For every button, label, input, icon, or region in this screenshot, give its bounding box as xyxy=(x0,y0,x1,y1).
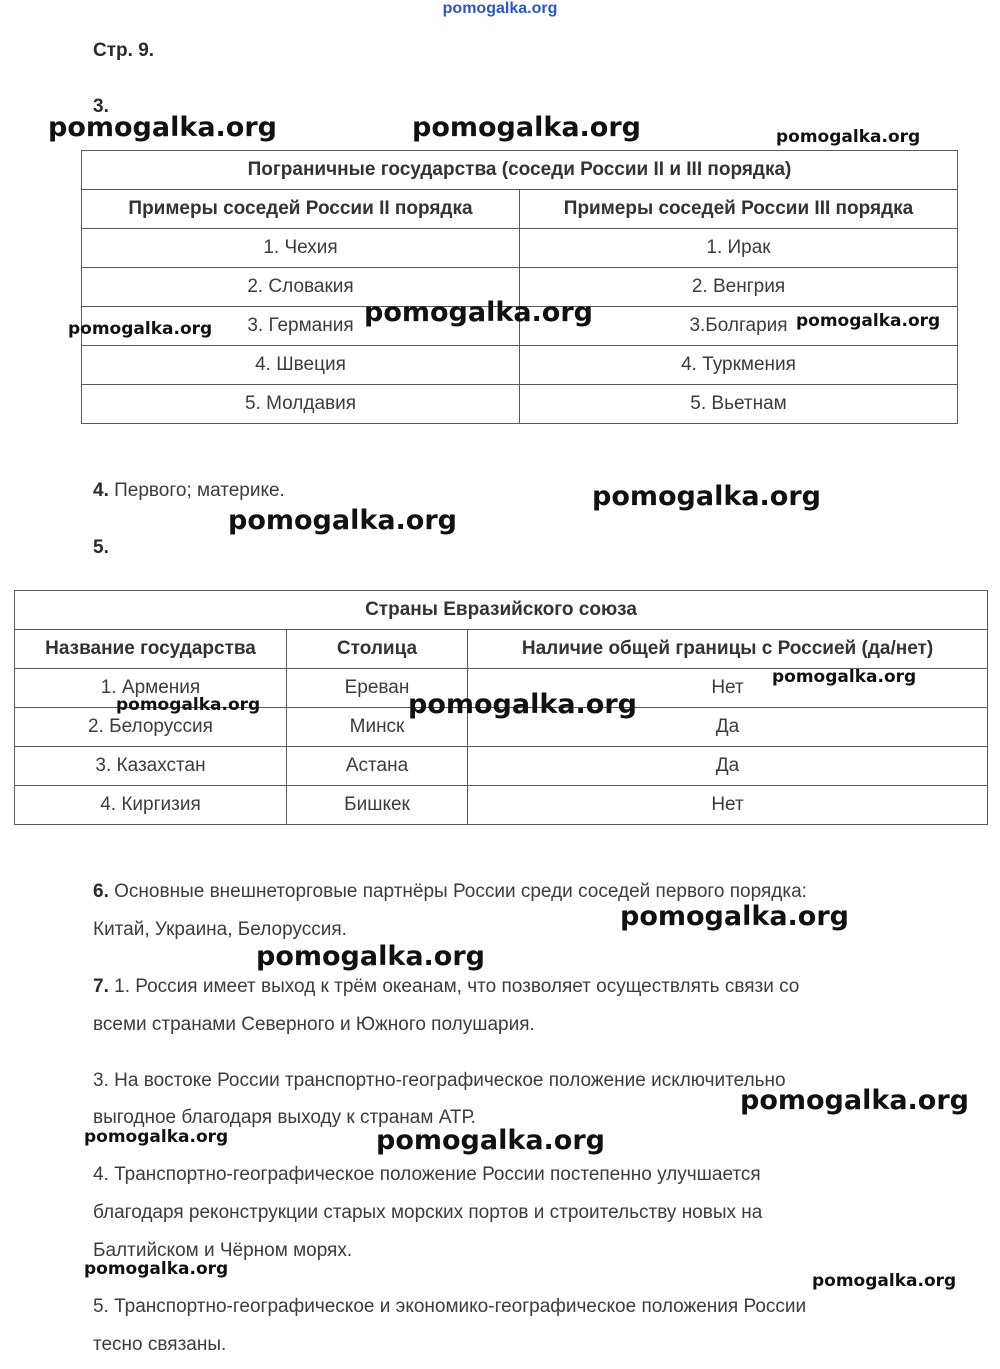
table-cell: 3.Болгария xyxy=(520,307,958,346)
watermark: pomogalka.org xyxy=(376,1125,605,1156)
task7-item5-line1: 5. Транспортно-географическое и экономико-географическое положения России xyxy=(93,1296,807,1317)
eurasian-header-border: Наличие общей границы с Россией (да/нет) xyxy=(468,630,988,669)
table-cell: 2. Словакия xyxy=(82,268,520,307)
table-cell: 1. Ирак xyxy=(520,229,958,268)
task7-number: 7. xyxy=(93,976,109,997)
table-cell: Астана xyxy=(287,747,468,786)
table-cell: Минск xyxy=(287,708,468,747)
watermark: pomogalka.org xyxy=(116,695,261,715)
task5-number: 5. xyxy=(93,537,109,558)
page-label: Стр. 9. xyxy=(93,40,155,61)
watermark: pomogalka.org xyxy=(84,1259,229,1279)
table-cell: Нет xyxy=(468,786,988,825)
table-cell: Да xyxy=(468,708,988,747)
watermark: pomogalka.org xyxy=(796,311,941,331)
table-cell: 2. Венгрия xyxy=(520,268,958,307)
table-cell: Нет xyxy=(468,669,988,708)
watermark: pomogalka.org xyxy=(620,901,849,932)
table-row xyxy=(15,786,988,825)
watermark: pomogalka.org xyxy=(256,941,485,972)
table-row xyxy=(82,346,958,385)
task7-item4-line3: Балтийском и Чёрном морях. xyxy=(93,1240,353,1261)
watermark: pomogalka.org xyxy=(812,1271,957,1291)
watermark: pomogalka.org xyxy=(776,127,921,147)
task6-text: Основные внешнеторговые партнёры России среди соседей первого порядка: xyxy=(114,881,807,902)
watermark: pomogalka.org xyxy=(412,112,641,143)
watermark: pomogalka.org xyxy=(408,689,637,720)
neighbors-col1-header: Примеры соседей России II порядка xyxy=(82,190,520,229)
task7-item4-line2: благодаря реконструкции старых морских портов и строительству новых на xyxy=(93,1202,763,1223)
task6-line2: Китай, Украина, Белоруссия. xyxy=(93,919,347,940)
task6-number: 6. xyxy=(93,881,109,902)
neighbors-table xyxy=(81,150,958,424)
watermark: pomogalka.org xyxy=(84,1127,229,1147)
watermark: pomogalka.org xyxy=(592,481,821,512)
task7-item5-line2: тесно связаны. xyxy=(93,1334,227,1355)
watermark: pomogalka.org xyxy=(740,1085,969,1116)
task3-number: 3. xyxy=(93,96,109,117)
task4-text: Первого; материке. xyxy=(114,480,285,501)
table-row xyxy=(82,385,958,424)
watermark: pomogalka.org xyxy=(48,112,277,143)
task7-item1-line1 xyxy=(93,968,799,1006)
watermark: pomogalka.org xyxy=(364,297,593,328)
table-cell: Да xyxy=(468,747,988,786)
table-cell: 3. Казахстан xyxy=(15,747,287,786)
table-cell: 4. Туркмения xyxy=(520,346,958,385)
table-cell: 4. Швеция xyxy=(82,346,520,385)
table-cell: 1. Чехия xyxy=(82,229,520,268)
watermark: pomogalka.org xyxy=(228,505,457,536)
eurasian-header-country: Название государства xyxy=(15,630,287,669)
neighbors-col2-header: Примеры соседей России III порядка xyxy=(520,190,958,229)
task7-item4-line1: 4. Транспортно-географическое положение России постепенно улучшается xyxy=(93,1164,761,1185)
eurasian-table-title: Страны Евразийского союза xyxy=(15,591,988,630)
neighbors-table-title: Пограничные государства (соседи России II и III порядка) xyxy=(82,151,958,190)
table-row xyxy=(82,229,958,268)
table-row xyxy=(15,747,988,786)
table-cell: Бишкек xyxy=(287,786,468,825)
watermark: pomogalka.org xyxy=(68,319,213,339)
table-cell: 1. Армения xyxy=(15,669,287,708)
task4-number: 4. xyxy=(93,480,109,501)
table-cell: 5. Вьетнам xyxy=(520,385,958,424)
eurasian-header-capital: Столица xyxy=(287,630,468,669)
table-cell: 4. Киргизия xyxy=(15,786,287,825)
task7-item1-text: 1. Россия имеет выход к трём океанам, что позволяет осуществлять связи со xyxy=(114,976,800,997)
task7-item1-line2: всеми странами Северного и Южного полушария. xyxy=(93,1014,535,1035)
table-cell: 2. Белоруссия xyxy=(15,708,287,747)
table-cell: Ереван xyxy=(287,669,468,708)
table-cell: 5. Молдавия xyxy=(82,385,520,424)
watermark: pomogalka.org xyxy=(772,667,917,687)
site-header-link[interactable]: pomogalka.org xyxy=(442,0,558,17)
task7-item3-line1: 3. На востоке России транспортно-географическое положение исключительно xyxy=(93,1070,786,1091)
task7-item3-line2: выгодное благодаря выходу к странам АТР. xyxy=(93,1107,476,1128)
table-cell: 3. Германия xyxy=(82,307,520,346)
